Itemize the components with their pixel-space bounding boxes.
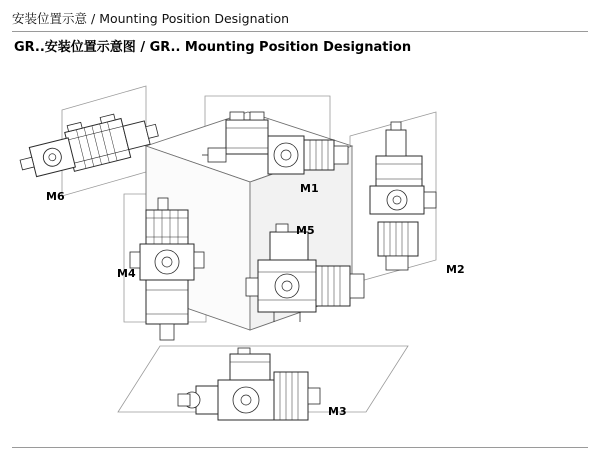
header-title-en: Mounting Position Designation [99,11,290,26]
position-label-m2: M2 [446,263,465,276]
header-divider [12,31,588,32]
header-title-zh: 安装位置示意 [12,11,88,26]
position-label-m5: M5 [296,224,315,237]
position-label-m1: M1 [300,182,319,195]
unit-m6 [15,105,162,184]
position-label-m4: M4 [117,267,136,280]
diagram-svg [0,60,600,457]
page-subtitle: GR..安装位置示意图 / GR.. Mounting Position Designation [14,40,412,55]
header-title [12,8,588,30]
footer-divider [12,447,588,448]
unit-m3 [178,348,320,420]
position-label-m6: M6 [46,190,65,203]
header-title-separator: / [91,11,96,26]
unit-m2 [370,122,436,270]
page-header [12,8,588,30]
mounting-position-diagram [0,60,600,457]
position-label-m3: M3 [328,405,347,418]
